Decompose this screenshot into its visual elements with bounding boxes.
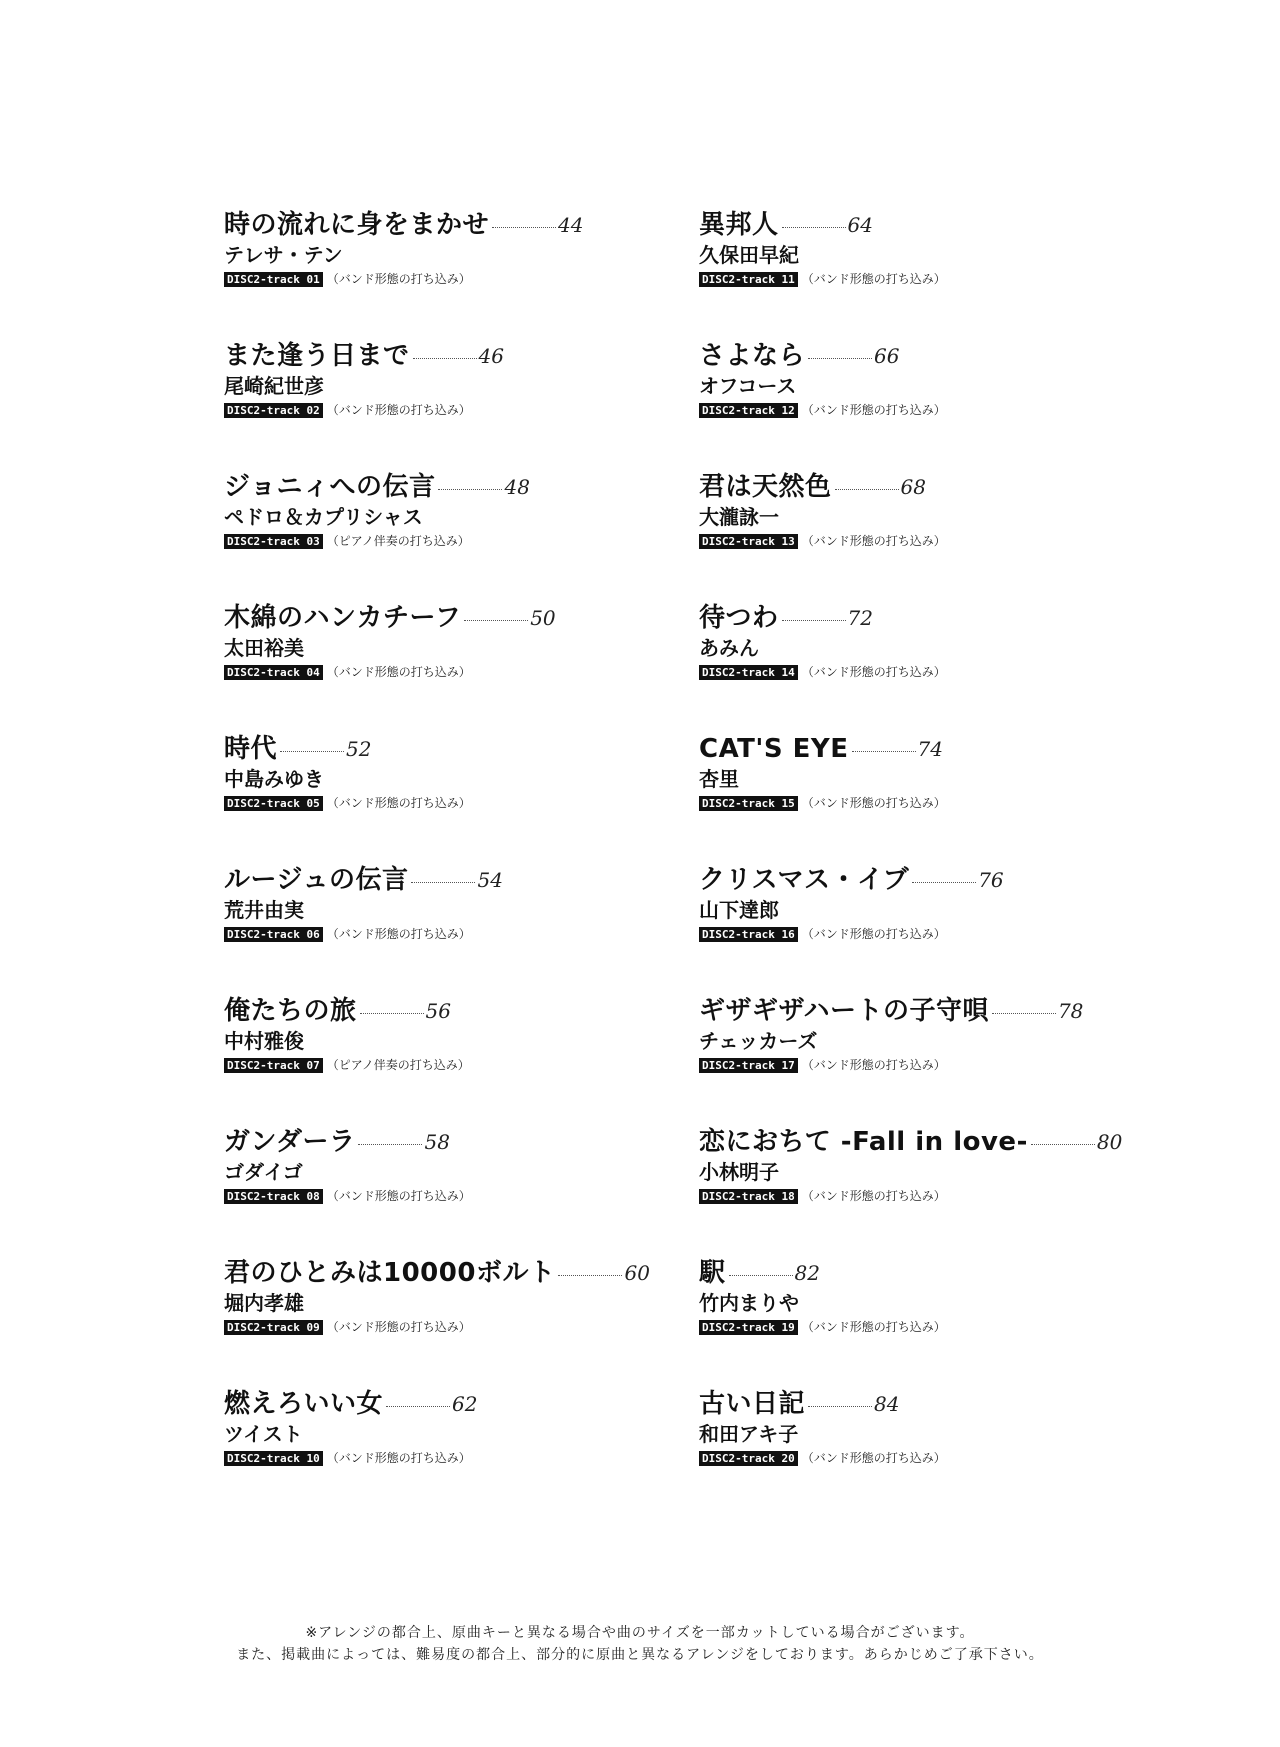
track-line (699, 665, 1159, 680)
track-badge: DISC2-track 06 (224, 927, 323, 942)
page-number: 48 (504, 475, 530, 499)
title-line (699, 336, 1159, 372)
title-line (699, 467, 1159, 503)
title-line (224, 1122, 684, 1158)
track-badge: DISC2-track 09 (224, 1320, 323, 1335)
artist-name: ゴダイゴ (224, 1160, 303, 1184)
title-line (699, 729, 1159, 765)
toc-entry[interactable] (224, 1384, 684, 1504)
track-line (224, 796, 684, 811)
dot-leader (492, 227, 556, 228)
artist-name: 中村雅俊 (224, 1029, 304, 1053)
track-line (699, 796, 1159, 811)
dot-leader (464, 620, 528, 621)
artist-name: ペドロ＆カプリシャス (224, 505, 423, 529)
track-badge: DISC2-track 10 (224, 1451, 323, 1466)
dot-leader (835, 489, 899, 490)
toc-entry[interactable] (699, 860, 1159, 980)
track-note: （バンド形態の打ち込み） (801, 796, 946, 810)
track-note: （バンド形態の打ち込み） (801, 1320, 946, 1334)
footnote-line-1: ※アレンジの都合上、原曲キーと異なる場合や曲のサイズを一部カットしている場合がございます。 (305, 1625, 975, 1641)
track-badge: DISC2-track 18 (699, 1189, 798, 1204)
toc-entry[interactable] (699, 467, 1159, 587)
song-title: ギザギザハートの子守唄 (699, 996, 989, 1026)
toc-entry[interactable] (699, 205, 1159, 325)
footnote-line-2: また、掲載曲によっては、難易度の都合上、部分的に原曲と異なるアレンジをしております。あらかじめご了承下さい。 (236, 1647, 1044, 1663)
song-title: 時代 (224, 734, 278, 764)
page-number: 64 (847, 213, 873, 237)
title-line (699, 1384, 1159, 1420)
track-note: （バンド形態の打ち込み） (801, 665, 946, 679)
track-line (224, 1058, 684, 1073)
song-title: さよなら (699, 341, 806, 371)
title-line (224, 1384, 684, 1420)
page-number: 56 (425, 999, 451, 1023)
page-number: 60 (624, 1261, 650, 1285)
toc-entry[interactable] (699, 1253, 1159, 1373)
toc-entry[interactable] (699, 336, 1159, 456)
page-number: 80 (1096, 1130, 1123, 1154)
track-line (699, 272, 1159, 287)
track-note: （ピアノ伴奏の打ち込み） (326, 1058, 470, 1072)
artist-name: 太田裕美 (224, 636, 304, 660)
artist-name: 尾崎紀世彦 (224, 374, 324, 398)
artist-name: 小林明子 (699, 1160, 779, 1184)
song-title: 駅 (699, 1258, 726, 1288)
page-number: 68 (900, 475, 926, 499)
dot-leader (729, 1275, 793, 1276)
toc-entry[interactable] (224, 598, 684, 718)
track-note: （バンド形態の打ち込み） (326, 1451, 471, 1465)
track-badge: DISC2-track 03 (224, 534, 323, 549)
toc-entry[interactable] (699, 598, 1159, 718)
artist-name: ツイスト (224, 1422, 303, 1446)
artist-name: 堀内孝雄 (224, 1291, 304, 1315)
track-badge: DISC2-track 07 (224, 1058, 323, 1073)
page-number: 74 (917, 737, 943, 761)
track-line (699, 534, 1159, 549)
toc-entry[interactable] (224, 991, 684, 1111)
artist-name: チェッカーズ (699, 1029, 818, 1053)
artist-name: オフコース (699, 374, 797, 398)
dot-leader (438, 489, 502, 490)
title-line (699, 598, 1159, 634)
dot-leader (386, 1406, 450, 1407)
track-line (699, 1320, 1159, 1335)
dot-leader (358, 1144, 422, 1145)
page-number: 66 (874, 344, 900, 368)
song-title: 待つわ (699, 603, 779, 633)
track-line (699, 1451, 1159, 1466)
toc-entry[interactable] (699, 1122, 1159, 1242)
track-badge: DISC2-track 04 (224, 665, 323, 680)
dot-leader (992, 1013, 1056, 1014)
track-line (224, 665, 684, 680)
toc-entry[interactable] (699, 991, 1159, 1111)
dot-leader (808, 358, 872, 359)
song-title: 古い日記 (699, 1389, 806, 1419)
track-line (224, 403, 684, 418)
song-title: ルージュの伝言 (224, 865, 409, 895)
toc-entry[interactable] (699, 1384, 1159, 1504)
artist-name: 山下達郎 (699, 898, 779, 922)
track-note: （バンド形態の打ち込み） (326, 927, 471, 941)
toc-entry[interactable] (224, 729, 684, 849)
page-number: 54 (477, 868, 503, 892)
track-note: （バンド形態の打ち込み） (801, 1451, 946, 1465)
dot-leader (782, 620, 846, 621)
title-line (224, 991, 684, 1027)
track-line (224, 1451, 684, 1466)
page-number: 78 (1057, 999, 1084, 1023)
page-number: 62 (452, 1392, 478, 1416)
song-title: ジョニィへの伝言 (224, 472, 436, 502)
track-note: （バンド形態の打ち込み） (326, 665, 471, 679)
track-badge: DISC2-track 12 (699, 403, 798, 418)
page-number: 72 (847, 606, 873, 630)
track-badge: DISC2-track 11 (699, 272, 798, 287)
track-line (224, 927, 684, 942)
page-number: 76 (978, 868, 1004, 892)
page-number: 84 (874, 1392, 900, 1416)
track-badge: DISC2-track 01 (224, 272, 323, 287)
track-note: （バンド形態の打ち込み） (801, 272, 946, 286)
song-title: 異邦人 (699, 210, 779, 240)
track-badge: DISC2-track 20 (699, 1451, 798, 1466)
track-note: （バンド形態の打ち込み） (801, 927, 946, 941)
artist-name: 杏里 (699, 767, 739, 791)
title-line (224, 205, 684, 241)
track-note: （バンド形態の打ち込み） (801, 534, 946, 548)
track-badge: DISC2-track 17 (699, 1058, 798, 1073)
song-title: 君のひとみは10000ボルト (224, 1258, 556, 1288)
artist-name: 和田アキ子 (699, 1422, 799, 1446)
dot-leader (1031, 1144, 1095, 1145)
dot-leader (912, 882, 976, 883)
track-badge: DISC2-track 13 (699, 534, 798, 549)
title-line (224, 336, 684, 372)
track-note: （バンド形態の打ち込み） (326, 796, 471, 810)
song-title: 君は天然色 (699, 472, 832, 502)
dot-leader (558, 1275, 622, 1276)
title-line (699, 1122, 1159, 1158)
track-line (699, 1189, 1159, 1204)
title-line (699, 860, 1159, 896)
title-line (699, 1253, 1159, 1289)
track-note: （バンド形態の打ち込み） (801, 403, 946, 417)
artist-name: 荒井由実 (224, 898, 304, 922)
track-badge: DISC2-track 14 (699, 665, 798, 680)
song-title: ガンダーラ (224, 1127, 356, 1157)
track-badge: DISC2-track 16 (699, 927, 798, 942)
track-line (224, 534, 684, 549)
track-note: （バンド形態の打ち込み） (326, 272, 471, 286)
dot-leader (782, 227, 846, 228)
track-note: （バンド形態の打ち込み） (326, 403, 471, 417)
song-title: 燃えろいい女 (224, 1389, 384, 1419)
title-line (224, 598, 684, 634)
dot-leader (413, 358, 477, 359)
toc-entry[interactable] (224, 467, 684, 587)
artist-name: テレサ・テン (224, 243, 343, 267)
dot-leader (808, 1406, 872, 1407)
song-title: クリスマス・イブ (699, 865, 910, 895)
title-line (699, 991, 1159, 1027)
dot-leader (411, 882, 475, 883)
track-line (224, 1320, 684, 1335)
dot-leader (852, 751, 916, 752)
toc-entry[interactable] (224, 336, 684, 456)
page-number: 46 (478, 344, 504, 368)
title-line (224, 1253, 684, 1289)
song-title: また逢う日まで (224, 341, 410, 371)
page-number: 52 (346, 737, 372, 761)
song-title: 恋におちて -Fall in love- (699, 1127, 1028, 1157)
track-line (699, 403, 1159, 418)
artist-name: 大瀧詠一 (699, 505, 779, 529)
track-badge: DISC2-track 02 (224, 403, 323, 418)
track-line (224, 272, 684, 287)
track-badge: DISC2-track 15 (699, 796, 798, 811)
song-title: 時の流れに身をまかせ (224, 210, 490, 240)
song-title: CAT'S EYE (699, 734, 849, 764)
track-badge: DISC2-track 19 (699, 1320, 798, 1335)
artist-name: 中島みゆき (224, 767, 324, 791)
song-title: 俺たちの旅 (224, 996, 357, 1026)
toc-entry[interactable] (224, 860, 684, 980)
track-note: （ピアノ伴奏の打ち込み） (326, 534, 470, 548)
song-title: 木綿のハンカチーフ (224, 603, 462, 633)
dot-leader (360, 1013, 424, 1014)
toc-entry[interactable] (224, 1122, 684, 1242)
track-note: （バンド形態の打ち込み） (801, 1058, 946, 1072)
artist-name: あみん (699, 636, 759, 660)
page-number: 82 (794, 1261, 820, 1285)
title-line (699, 205, 1159, 241)
track-line (224, 1189, 684, 1204)
title-line (224, 729, 684, 765)
page-number: 58 (424, 1130, 450, 1154)
track-note: （バンド形態の打ち込み） (801, 1189, 946, 1203)
track-note: （バンド形態の打ち込み） (326, 1189, 471, 1203)
track-badge: DISC2-track 08 (224, 1189, 323, 1204)
title-line (224, 860, 684, 896)
page-number: 44 (558, 213, 584, 237)
track-line (699, 927, 1159, 942)
title-line (224, 467, 684, 503)
toc-entry[interactable] (699, 729, 1159, 849)
track-badge: DISC2-track 05 (224, 796, 323, 811)
track-note: （バンド形態の打ち込み） (326, 1320, 471, 1334)
artist-name: 竹内まりや (699, 1291, 799, 1315)
toc-entry[interactable] (224, 205, 684, 325)
dot-leader (280, 751, 344, 752)
toc-entry[interactable] (224, 1253, 684, 1373)
page-number: 50 (530, 606, 556, 630)
track-line (699, 1058, 1159, 1073)
artist-name: 久保田早紀 (699, 243, 799, 267)
table-of-contents (0, 205, 1280, 1515)
